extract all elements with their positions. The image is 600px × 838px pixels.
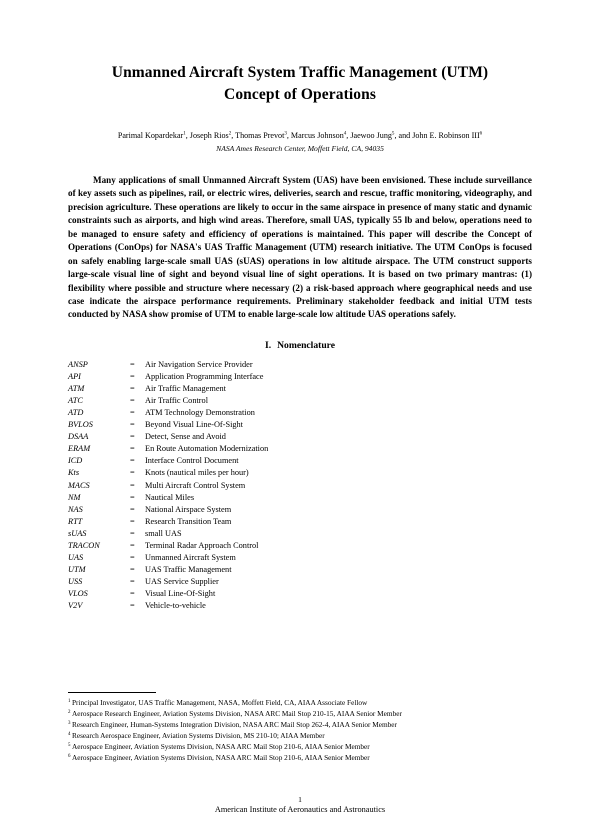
nomenclature-term: V2V <box>68 601 83 611</box>
page-title <box>68 62 532 106</box>
author-name: Jaewoo Jung <box>350 131 392 140</box>
nomenclature-equals: = <box>130 359 135 369</box>
nomenclature-definition: Terminal Radar Approach Control <box>145 540 259 550</box>
section-title: Nomenclature <box>277 339 336 351</box>
footnote-text: Research Aerospace Engineer, Aviation Systems Division, MS 210-10; AIAA Member <box>71 731 325 741</box>
footnote-text: Aerospace Research Engineer, Aviation Systems Division, NASA ARC Mail Stop 210-15, AIAA Senior Member <box>71 709 402 719</box>
nomenclature-term: UAS <box>68 552 84 562</box>
nomenclature-definition: Multi Aircraft Control System <box>145 480 246 490</box>
nomenclature-term: Kts <box>68 468 80 478</box>
nomenclature-term: ATD <box>68 408 84 418</box>
nomenclature-equals: = <box>130 492 135 502</box>
author-list <box>68 131 532 142</box>
nomenclature-equals: = <box>130 552 135 562</box>
nomenclature-definition: Nautical Miles <box>145 492 195 502</box>
author-name: Joseph Rios <box>189 131 229 140</box>
title-line-2: Concept of Operations <box>224 86 376 103</box>
footnote-text: Research Engineer, Human-Systems Integration Division, NASA ARC Mail Stop 262-4, AIAA Senior Member <box>71 720 397 730</box>
nomenclature-definition: Air Traffic Control <box>145 396 208 406</box>
nomenclature-row <box>68 467 532 479</box>
nomenclature-term: BVLOS <box>68 420 93 430</box>
nomenclature-definition: Beyond Visual Line-Of-Sight <box>145 420 243 430</box>
footnote-separator-rule <box>68 692 156 693</box>
footnote-marker: 5 <box>68 742 71 748</box>
nomenclature-row <box>68 564 532 576</box>
footnote-marker: 1 <box>68 698 71 704</box>
nomenclature-equals: = <box>130 528 135 538</box>
nomenclature-row <box>68 395 532 407</box>
nomenclature-row <box>68 552 532 564</box>
nomenclature-definition: Interface Control Document <box>145 456 239 466</box>
nomenclature-equals: = <box>130 456 135 466</box>
nomenclature-row <box>68 540 532 552</box>
footnote-marker: 2 <box>68 709 71 715</box>
nomenclature-definition: Unmanned Aircraft System <box>145 552 236 562</box>
footnote-text: Principal Investigator, UAS Traffic Management, NASA, Moffett Field, CA, AIAA Associate Fellow <box>71 698 368 707</box>
paper-page <box>0 62 600 838</box>
nomenclature-definition: National Airspace System <box>145 504 232 514</box>
nomenclature-definition: ATM Technology Demonstration <box>145 408 255 418</box>
nomenclature-row <box>68 419 532 431</box>
nomenclature-equals: = <box>130 384 135 394</box>
nomenclature-equals: = <box>130 540 135 550</box>
author-separator: , <box>346 131 351 140</box>
nomenclature-term: MACS <box>68 480 90 490</box>
author-separator: , <box>286 131 291 140</box>
nomenclature-row <box>68 359 532 371</box>
title-line-1: Unmanned Aircraft System Traffic Management (UTM) <box>111 64 489 81</box>
footnote-item <box>68 697 532 708</box>
nomenclature-equals: = <box>130 516 135 526</box>
nomenclature-definition: Visual Line-Of-Sight <box>145 589 216 599</box>
footnote-item <box>68 730 532 741</box>
author-entry <box>291 131 350 140</box>
nomenclature-definition: Knots (nautical miles per hour) <box>145 468 249 478</box>
author-name: Marcus Johnson <box>290 131 344 140</box>
nomenclature-equals: = <box>130 468 135 478</box>
nomenclature-definition: Vehicle-to-vehicle <box>145 601 206 611</box>
publisher-name: American Institute of Aeronautics and Astronautics <box>214 805 386 815</box>
author-superscript: 4 <box>343 131 347 137</box>
footnote-marker: 6 <box>68 753 71 759</box>
nomenclature-equals: = <box>130 589 135 599</box>
nomenclature-row <box>68 588 532 600</box>
nomenclature-row <box>68 504 532 516</box>
footnote-text: Aerospace Engineer, Aviation Systems Division, NASA ARC Mail Stop 210-6, AIAA Senior Member <box>71 753 370 763</box>
nomenclature-term: VLOS <box>68 589 88 599</box>
nomenclature-definition: Detect, Sense and Avoid <box>145 432 226 442</box>
nomenclature-term: ERAM <box>68 444 91 454</box>
author-separator: , <box>231 131 236 140</box>
nomenclature-definition: UAS Service Supplier <box>145 577 219 587</box>
nomenclature-equals: = <box>130 396 135 406</box>
nomenclature-term: UTM <box>68 564 86 574</box>
section-number: I. <box>264 339 272 351</box>
nomenclature-row <box>68 480 532 492</box>
nomenclature-definition: small UAS <box>145 528 182 538</box>
nomenclature-row <box>68 516 532 528</box>
page-number: 1 <box>298 795 302 804</box>
nomenclature-row <box>68 383 532 395</box>
nomenclature-row <box>68 407 532 419</box>
nomenclature-row <box>68 455 532 467</box>
footnote-list <box>68 697 532 763</box>
author-entry <box>235 131 291 140</box>
footnote-marker: 4 <box>68 731 71 737</box>
nomenclature-definition: UAS Traffic Management <box>145 564 232 574</box>
nomenclature-term: NM <box>68 492 81 502</box>
author-name: John E. Robinson III <box>412 131 480 140</box>
nomenclature-row <box>68 492 532 504</box>
nomenclature-definition: Air Traffic Management <box>145 384 226 394</box>
nomenclature-equals: = <box>130 564 135 574</box>
nomenclature-definition: Research Transition Team <box>145 516 232 526</box>
nomenclature-row <box>68 371 532 383</box>
footnote-item <box>68 719 532 730</box>
author-superscript: 6 <box>479 131 483 137</box>
nomenclature-term: ATM <box>68 384 85 394</box>
nomenclature-equals: = <box>130 432 135 442</box>
author-separator: , <box>185 131 190 140</box>
author-entry <box>118 131 190 140</box>
nomenclature-definition: Air Navigation Service Provider <box>145 359 253 369</box>
nomenclature-row <box>68 600 532 612</box>
author-entry <box>350 131 412 140</box>
page-footer <box>68 795 532 816</box>
nomenclature-row <box>68 528 532 540</box>
nomenclature-equals: = <box>130 601 135 611</box>
footnote-item <box>68 752 532 763</box>
nomenclature-term: USS <box>68 577 83 587</box>
author-entry <box>412 131 482 140</box>
footnote-marker: 3 <box>68 720 71 726</box>
nomenclature-equals: = <box>130 420 135 430</box>
nomenclature-definition: Application Programming Interface <box>145 371 264 381</box>
footnote-item <box>68 741 532 752</box>
nomenclature-row <box>68 576 532 588</box>
author-affiliation: NASA Ames Research Center, Moffett Field, CA, 94035 <box>216 143 384 153</box>
nomenclature-list <box>68 359 532 612</box>
author-name: Parimal Kopardekar <box>117 131 184 140</box>
author-separator: , and <box>394 131 413 140</box>
nomenclature-term: ANSP <box>68 359 88 369</box>
nomenclature-term: DSAA <box>68 432 89 442</box>
nomenclature-term: API <box>68 371 81 381</box>
author-superscript: 1 <box>183 131 186 137</box>
author-name: Thomas Prevot <box>235 131 285 140</box>
nomenclature-row <box>68 431 532 443</box>
nomenclature-equals: = <box>130 577 135 587</box>
author-superscript: 5 <box>391 131 395 137</box>
nomenclature-equals: = <box>130 480 135 490</box>
nomenclature-definition: En Route Automation Modernization <box>145 444 269 454</box>
abstract-paragraph: Many applications of small Unmanned Aircraft System (UAS) have been envisioned. These include surveillance of key assets such as pipelines, rail, or electric wires, deliveries, search and rescue, traffic monitoring, videography, and precision agriculture. These operations are likely to occur in the same airspace in presence of many static and dynamic constraints such as airports, and high wind areas. Therefore, small UAS, typically 55 lb and below, operations need to be managed to ensure safety and efficiency of operations is maintained. This paper will describe the Concept of Operations (ConOps) for NASA's UAS Traffic Management (UTM) research initiative. The UTM ConOps is focused on safely enabling large-scale small UAS (sUAS) operations in low altitude airspace. The UTM construct supports large-scale visual line of sight and beyond visual line of sight operations. It is based on two primary mantras: (1) flexibility where possible and structure where necessary (2) a risk-based approach where geographical needs and use case indicate the airspace performance requirements. Preliminary stakeholder feedback and initial UTM tests conducted by NASA show promise of UTM to enable large-scale low altitude UAS operations safely. <box>68 174 532 320</box>
nomenclature-equals: = <box>130 371 135 381</box>
nomenclature-term: sUAS <box>68 528 87 538</box>
footnote-text: Aerospace Engineer, Aviation Systems Division, NASA ARC Mail Stop 210-6, AIAA Senior Member <box>71 742 370 752</box>
nomenclature-equals: = <box>130 408 135 418</box>
nomenclature-term: ATC <box>68 396 83 406</box>
nomenclature-term: TRACON <box>68 540 100 550</box>
nomenclature-term: RTT <box>68 516 83 526</box>
footnote-area <box>68 692 532 763</box>
nomenclature-equals: = <box>130 504 135 514</box>
author-superscript: 2 <box>228 131 232 137</box>
nomenclature-term: NAS <box>68 504 83 514</box>
author-superscript: 3 <box>284 131 287 137</box>
nomenclature-row <box>68 443 532 455</box>
nomenclature-equals: = <box>130 444 135 454</box>
nomenclature-term: ICD <box>68 456 83 466</box>
author-entry <box>190 131 235 140</box>
section-heading-nomenclature <box>68 340 532 351</box>
footnote-item <box>68 708 532 719</box>
